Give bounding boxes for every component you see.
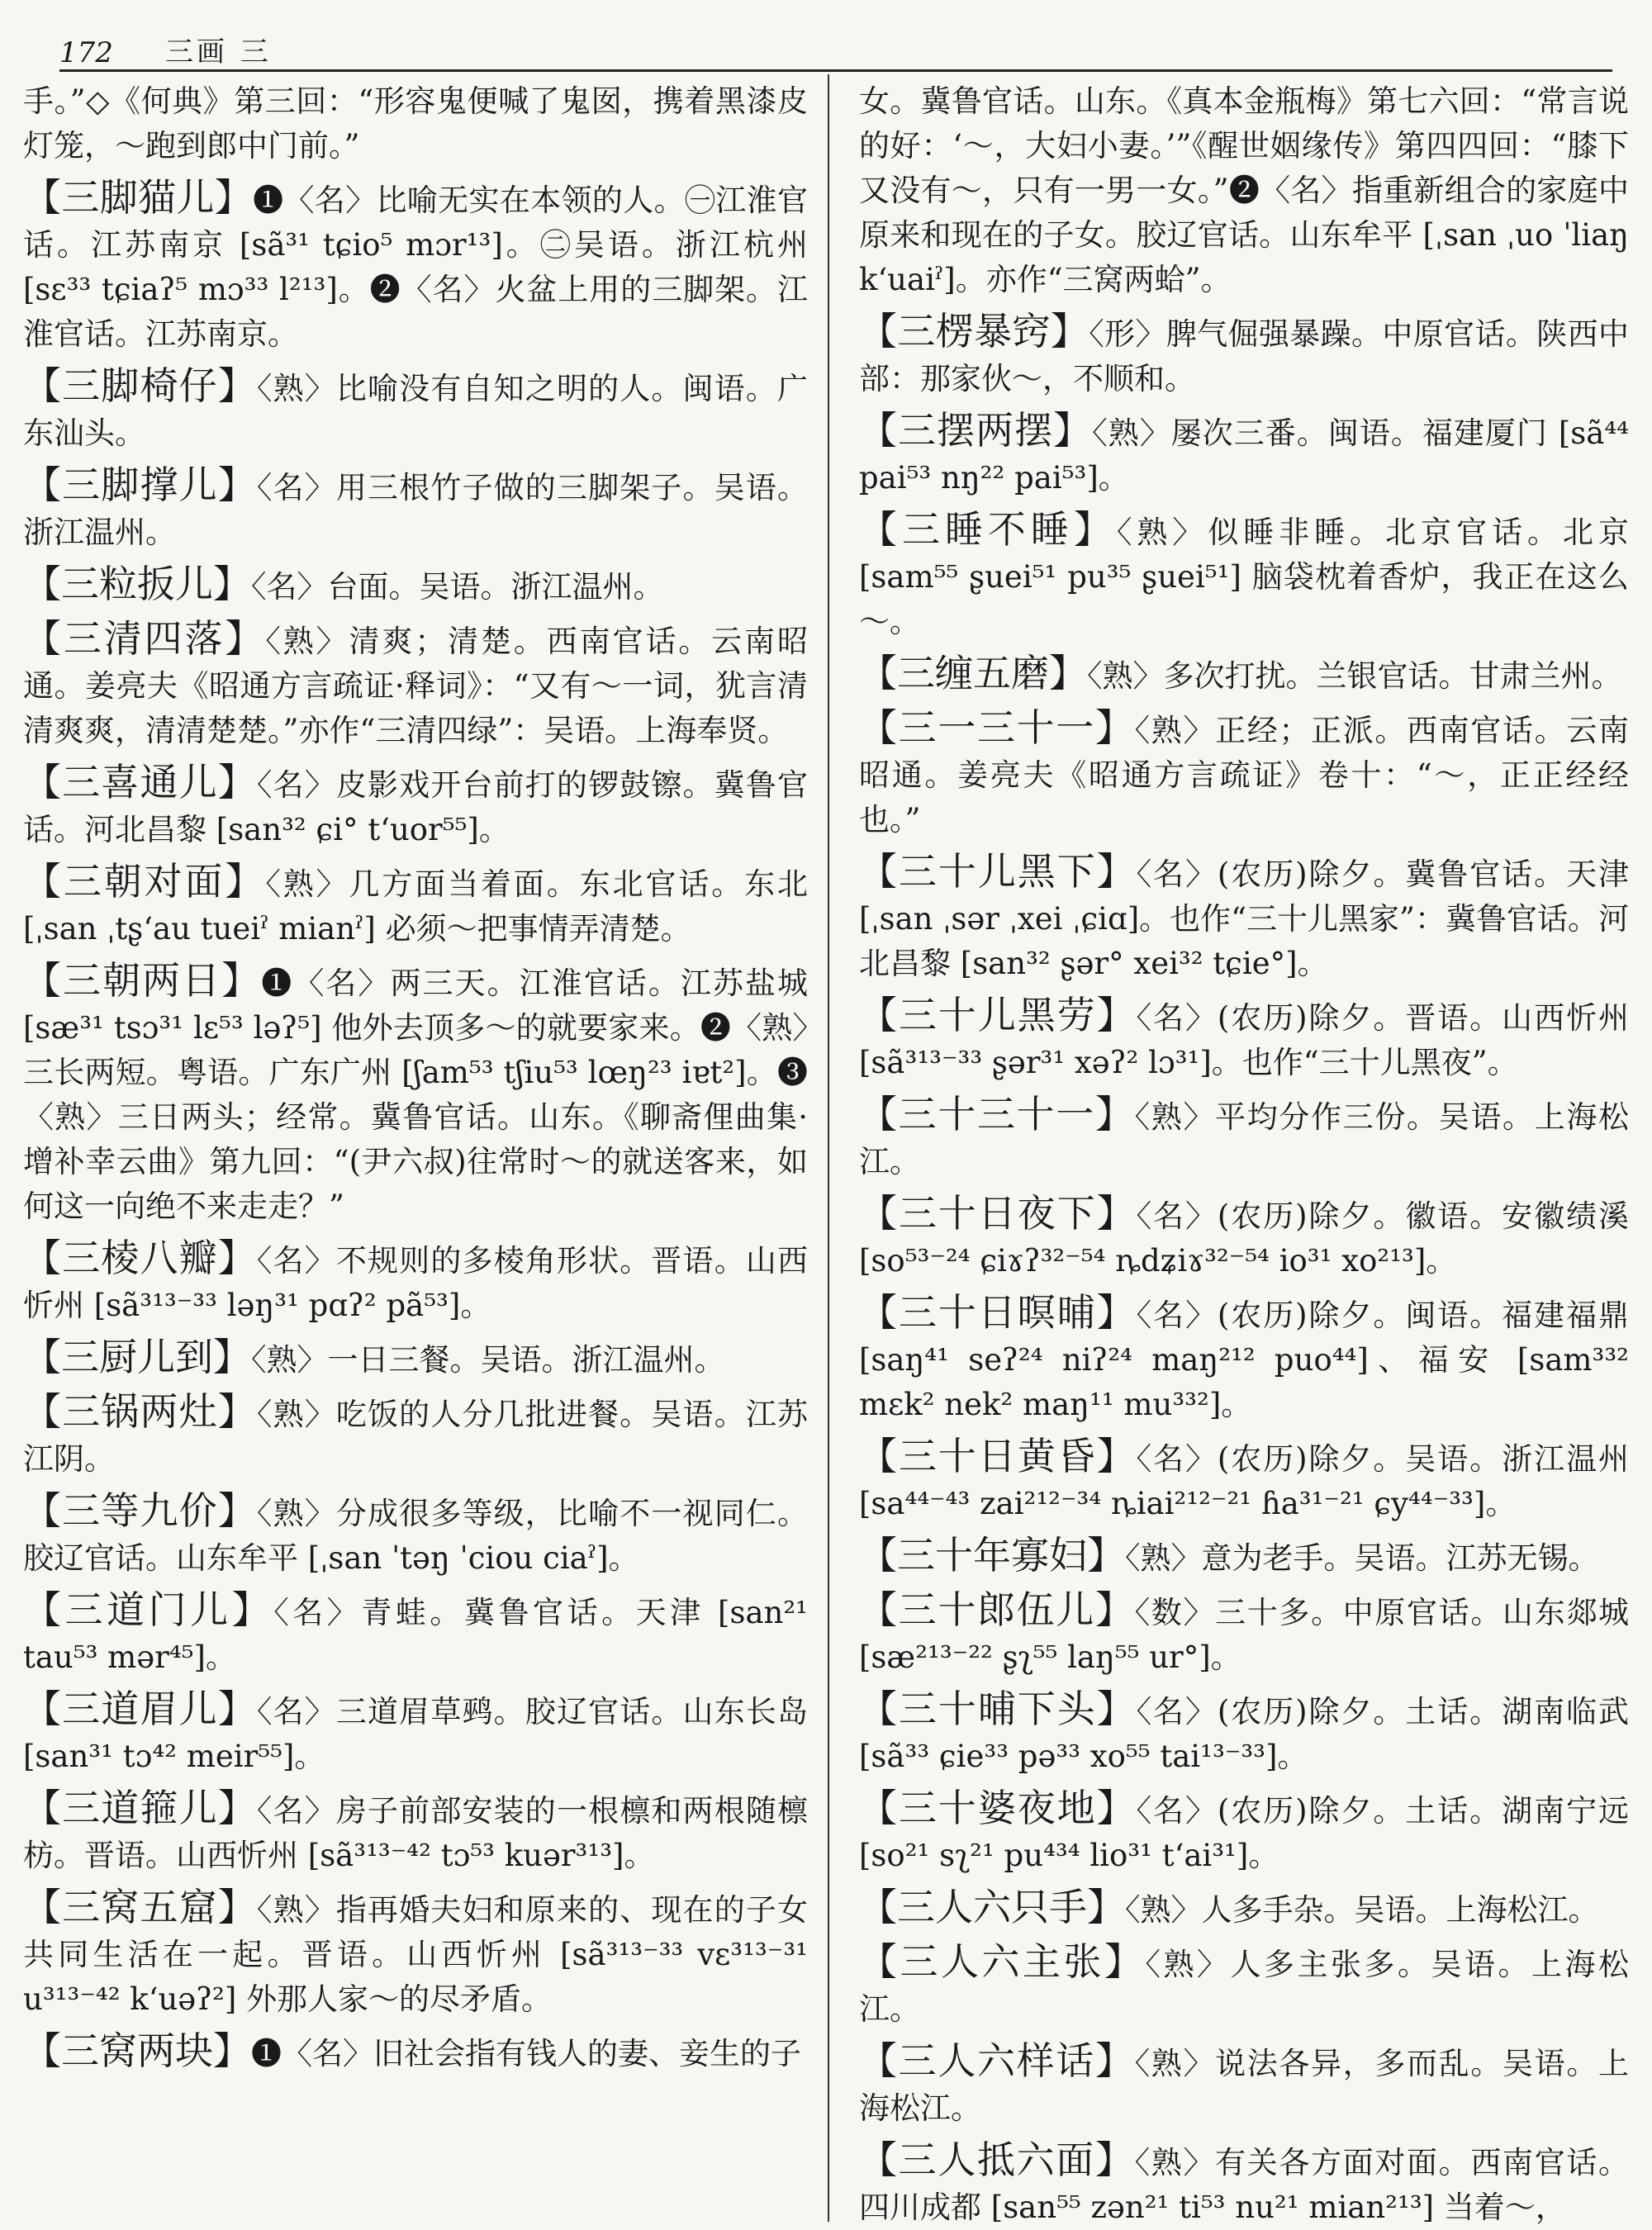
- dictionary-entry: [23, 958, 808, 1229]
- dictionary-entry: [859, 2137, 1629, 2227]
- dictionary-entry: [23, 616, 808, 753]
- entry-headword: 【三棱八瓣】: [23, 1236, 257, 1280]
- entry-definition: 〈熟〉多次打扰。兰银官话。甘肃兰州。: [1087, 658, 1622, 694]
- entry-headword: 【三道眉儿】: [23, 1687, 257, 1731]
- entry-definition: ❶〈名〉比喻无实在本领的人。㊀江淮官话。江苏南京 [sã³¹ tɕio⁵ mɔr¹³]。㊁吴语。浙江杭州 [sɛ³³ tɕiaʔ⁵ mɔ³³ l²¹³]。❷〈名〉火盆上用的三脚架。江淮官话。江苏南京。: [23, 183, 808, 352]
- dictionary-entry: [23, 363, 808, 456]
- dictionary-entry: [859, 1434, 1629, 1526]
- dictionary-entry: [23, 79, 808, 168]
- entry-definition: ❶〈名〉旧社会指有钱人的妻、妾生的子: [251, 2036, 801, 2071]
- entry-definition: 〈名〉(农历)除夕。晋语。山西忻州 [sã³¹³⁻³³ ʂər³¹ xəʔ² lɔ³¹]。也作“三十儿黑夜”。: [859, 1000, 1629, 1080]
- entry-headword: 【三十郎伍儿】: [859, 1587, 1135, 1632]
- dictionary-entry: [859, 507, 1629, 644]
- dictionary-entry: [23, 1389, 808, 1482]
- dictionary-entry: [23, 463, 808, 555]
- entry-definition: 〈数〉三十多。中原官话。山东郯城 [sæ²¹³⁻²² ʂʅ⁵⁵ laŋ⁵⁵ ur°]。: [859, 1595, 1629, 1675]
- dictionary-entry: [23, 1587, 808, 1680]
- entry-headword: 【三睡不睡】: [859, 507, 1117, 552]
- entry-definition: 〈熟〉人多主张多。吴语。上海松江。: [859, 1947, 1629, 2027]
- page-header: [59, 18, 1602, 69]
- entry-definition: 〈熟〉人多手杂。吴语。上海松江。: [1125, 1892, 1599, 1928]
- dictionary-entry: [859, 1885, 1629, 1933]
- dictionary-entry: [23, 1687, 808, 1779]
- dictionary-entry: [859, 849, 1629, 986]
- entry-definition: 〈熟〉平均分作三份。吴语。上海松江。: [859, 1099, 1629, 1179]
- left-column: [23, 79, 808, 2227]
- entry-definition: 〈名〉三道眉草鹀。胶辽官话。山东长岛 [san³¹ tɔ⁴² meir⁵⁵]。: [23, 1694, 808, 1774]
- entry-headword: 【三窝五窟】: [23, 1885, 257, 1929]
- dictionary-entry: [859, 1533, 1629, 1581]
- dictionary-entry: [23, 562, 808, 610]
- entry-definition: 〈熟〉指再婚夫妇和原来的、现在的子女共同生活在一起。晋语。山西忻州 [sã³¹³⁻³³ vɛ³¹³⁻³¹ u³¹³⁻⁴² k‘uəʔ²] 外那人家～的尽矛盾。: [23, 1892, 808, 2017]
- dictionary-entry: [23, 1786, 808, 1878]
- column-divider: [828, 74, 829, 2222]
- entry-headword: 【三朝对面】: [23, 859, 266, 904]
- dictionary-entry: [859, 2038, 1629, 2131]
- entry-definition: 手。”◇《何典》第三回：“形容鬼便喊了鬼囡，携着黑漆皮灯笼，～跑到郎中门前。”: [23, 83, 808, 164]
- entry-definition: 〈名〉(农历)除夕。冀鲁官话。天津 [ˌsan ˌsər ˌxei ˌɕiɑ]。也作“三十儿黑家”：冀鲁官话。河北昌黎 [san³² ʂər° xei³² tɕie°]。: [859, 856, 1629, 981]
- dictionary-entry: [23, 2028, 808, 2076]
- entry-definition: 〈名〉皮影戏开台前打的锣鼓镲。冀鲁官话。河北昌黎 [san³² ɕi° t‘uor⁵⁵]。: [23, 767, 808, 847]
- entry-headword: 【三朝两日】: [23, 958, 262, 1003]
- entry-definition: 〈名〉(农历)除夕。土话。湖南临武 [sã³³ ɕie³³ pə³³ xo⁵⁵ tai¹³⁻³³]。: [859, 1694, 1629, 1774]
- dictionary-entry: [859, 651, 1629, 699]
- entry-definition: 〈名〉青蛙。冀鲁官话。天津 [san²¹ tau⁵³ mər⁴⁵]。: [23, 1595, 808, 1675]
- dictionary-entry: [859, 1092, 1629, 1184]
- entry-definition: 〈熟〉清爽；清楚。西南官话。云南昭通。姜亮夫《昭通方言疏证·释词》：“又有～一词，犹言清清爽爽，清清楚楚。”亦作“三清四绿”：吴语。上海奉贤。: [23, 624, 808, 748]
- dictionary-entry: [859, 1939, 1629, 2032]
- entry-headword: 【三十儿黑劳】: [859, 993, 1137, 1037]
- entry-definition: 〈名〉(农历)除夕。闽语。福建福鼎 [saŋ⁴¹ seʔ²⁴ niʔ²⁴ maŋ²¹² puo⁴⁴]、福安 [sam³³² mɛk² nek² maŋ¹¹ mu³³²]。: [859, 1298, 1629, 1422]
- dictionary-entry: [859, 309, 1629, 401]
- entry-headword: 【三脚椅仔】: [23, 363, 257, 408]
- right-column: [859, 79, 1629, 2227]
- entry-headword: 【三十日夜下】: [859, 1191, 1137, 1236]
- dictionary-entry: [23, 859, 808, 951]
- entry-definition: 〈熟〉吃饭的人分几批进餐。吴语。江苏江阴。: [23, 1397, 808, 1477]
- entry-definition: 〈熟〉似睡非睡。北京官话。北京 [sam⁵⁵ ʂuei⁵¹ pu³⁵ ʂuei⁵¹] 脑袋枕着香炉，我正在这么～。: [859, 515, 1629, 639]
- dictionary-entry: [23, 1488, 808, 1581]
- entry-definition: 〈名〉(农历)除夕。徽语。安徽绩溪 [so⁵³⁻²⁴ ɕiɤʔ³²⁻⁵⁴ ȵdʑiɤ³²⁻⁵⁴ io³¹ xo²¹³]。: [859, 1198, 1629, 1279]
- entry-headword: 【三喜通儿】: [23, 760, 257, 804]
- entry-definition: 〈名〉(农历)除夕。吴语。浙江温州 [sa⁴⁴⁻⁴³ zai²¹²⁻³⁴ ȵiai²¹²⁻²¹ ɦa³¹⁻²¹ ɕy⁴⁴⁻³³]。: [859, 1441, 1629, 1521]
- entry-headword: 【三十婆夜地】: [859, 1786, 1137, 1830]
- entry-headword: 【三十日暝晡】: [859, 1290, 1137, 1335]
- dictionary-entry: [23, 1236, 808, 1328]
- dictionary-entry: [23, 1335, 808, 1383]
- dictionary-entry: [859, 1687, 1629, 1779]
- entry-headword: 【三十日黄昏】: [859, 1434, 1137, 1478]
- dictionary-entry: [859, 993, 1629, 1085]
- entry-headword: 【三等九价】: [23, 1488, 257, 1533]
- entry-headword: 【三人六只手】: [859, 1885, 1125, 1929]
- entry-definition: 〈熟〉正经；正派。西南官话。云南昭通。姜亮夫《昭通方言疏证》卷十：“～，正正经经也。”: [859, 713, 1629, 837]
- entry-headword: 【三十三十一】: [859, 1092, 1135, 1136]
- dictionary-entry: [23, 175, 808, 357]
- entry-definition: 〈熟〉意为老手。吴语。江苏无锡。: [1125, 1540, 1599, 1576]
- entry-headword: 【三缠五磨】: [859, 651, 1087, 695]
- entry-headword: 【三粒扳儿】: [23, 562, 251, 606]
- entry-headword: 【三十儿黑下】: [859, 849, 1137, 894]
- entry-definition: 〈熟〉分成很多等级，比喻不一视同仁。胶辽官话。山东牟平 [ˌsan ˈtəŋ ˈciou ciaˀ]。: [23, 1496, 808, 1576]
- entry-headword: 【三窝两块】: [23, 2028, 251, 2073]
- entry-headword: 【三脚猫儿】: [23, 175, 254, 220]
- entry-headword: 【三道门儿】: [23, 1587, 274, 1632]
- entry-definition: 〈熟〉一日三餐。吴语。浙江温州。: [251, 1342, 725, 1378]
- entry-headword: 【三人六样话】: [859, 2038, 1135, 2083]
- entry-headword: 【三厨儿到】: [23, 1335, 251, 1379]
- dictionary-entry: [859, 408, 1629, 501]
- dictionary-entry: [859, 705, 1629, 842]
- dictionary-entry: [859, 1587, 1629, 1680]
- entry-headword: 【三脚撑儿】: [23, 463, 257, 507]
- entry-headword: 【三摆两摆】: [859, 408, 1093, 453]
- entry-definition: 〈名〉台面。吴语。浙江温州。: [251, 569, 664, 605]
- entry-definition: 〈形〉脾气倔强暴躁。中原官话。陕西中部：那家伙～，不顺和。: [859, 316, 1629, 396]
- entry-headword: 【三十晡下头】: [859, 1687, 1137, 1731]
- dictionary-entry: [23, 760, 808, 852]
- dictionary-entry: [859, 1290, 1629, 1427]
- entry-headword: 【三楞暴窍】: [859, 309, 1089, 353]
- section-title: 三画 三: [165, 36, 272, 69]
- dictionary-entry: [859, 79, 1629, 302]
- entry-definition: 〈名〉不规则的多棱角形状。晋语。山西忻州 [sã³¹³⁻³³ ləŋ³¹ pɑʔ² pã⁵³]。: [23, 1243, 808, 1323]
- entry-headword: 【三十年寡妇】: [859, 1533, 1125, 1578]
- dictionary-entry: [23, 1885, 808, 2022]
- entry-definition: 〈名〉房子前部安装的一根檩和两根随檩枋。晋语。山西忻州 [sã³¹³⁻⁴² tɔ⁵³ kuər³¹³]。: [23, 1793, 808, 1873]
- entry-headword: 【三清四落】: [23, 616, 266, 661]
- page-number: 172: [59, 36, 113, 69]
- entry-headword: 【三人抵六面】: [859, 2137, 1135, 2182]
- entry-definition: 〈熟〉有关各方面对面。西南官话。四川成都 [san⁵⁵ zən²¹ ti⁵³ nu²¹ mian²¹³] 当着～，: [859, 2145, 1629, 2225]
- entry-definition: 〈熟〉说法各异，多而乱。吴语。上海松江。: [859, 2046, 1629, 2126]
- entry-definition: 〈熟〉屡次三番。闽语。福建厦门 [sã⁴⁴ pai⁵³ nŋ²² pai⁵³]。: [859, 415, 1629, 496]
- header-rule: [59, 69, 1612, 72]
- entry-definition: 〈熟〉几方面当着面。东北官话。东北 [ˌsan ˌtʂ‘au tueiˀ mianˀ] 必须～把事情弄清楚。: [23, 866, 808, 947]
- dictionary-entry: [859, 1786, 1629, 1878]
- entry-definition: 〈熟〉比喻没有自知之明的人。闽语。广东汕头。: [23, 371, 808, 451]
- entry-definition: 〈名〉(农历)除夕。土话。湖南宁远 [so²¹ sʅ²¹ pu⁴³⁴ lio³¹ t‘ai³¹]。: [859, 1793, 1629, 1873]
- entry-definition: ❶〈名〉两三天。江淮官话。江苏盐城 [sæ³¹ tsɔ³¹ lɛ⁵³ ləʔ⁵] 他外去顶多～的就要家来。❷〈熟〉三长两短。粤语。广东广州 [ʃam⁵³ tʃiu⁵³ lœŋ²³ iɐt²]。❸〈熟〉三日两头；经常。冀鲁官话。山东。《聊斋俚曲集·增补幸云曲》第九回：“(尹六叔)往常时～的就送客来，如何这一向绝不来走走？”: [23, 966, 808, 1224]
- entry-headword: 【三道箍儿】: [23, 1786, 257, 1830]
- entry-headword: 【三人六主张】: [859, 1939, 1146, 1984]
- dictionary-entry: [859, 1191, 1629, 1283]
- entry-headword: 【三一三十一】: [859, 705, 1135, 750]
- entry-definition: 〈名〉用三根竹子做的三脚架子。吴语。浙江温州。: [23, 470, 808, 550]
- entry-headword: 【三锅两灶】: [23, 1389, 257, 1434]
- entry-definition: 女。冀鲁官话。山东。《真本金瓶梅》第七六回：“常言说的好：‘～，大妇小妻。’”《醒世姻缘传》第四四回：“膝下又没有～，只有一男一女。”❷〈名〉指重新组合的家庭中原来和现在的子女。胶辽官话。山东牟平 [ˌsan ˌuo ˈliaŋ k‘uaiˀ]。亦作“三窝两蛤”。: [859, 83, 1629, 297]
